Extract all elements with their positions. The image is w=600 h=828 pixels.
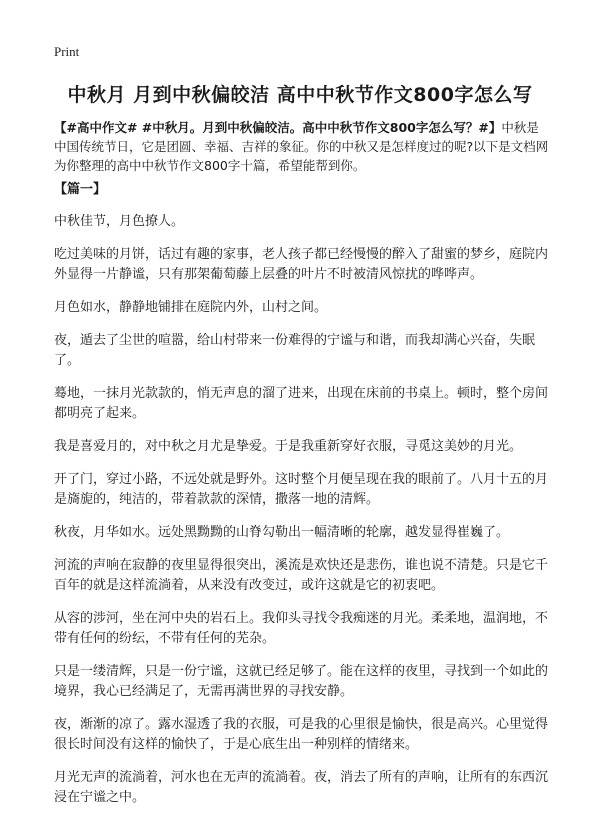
intro-text: 中秋是中国传统节日，它是团圆、幸福、吉祥的象征。你的中秋又是怎样度过的呢?以下是文档网为你整理的高中中秋节作文800字十篇，希望能帮到你。 <box>54 120 549 173</box>
paragraph: 河流的声响在寂静的夜里显得很突出，溪流是欢快还是悲伤，谁也说不清楚。只是它千百年的就是这样流淌着，从来没有改变过，或许这就是它的初衷吧。 <box>54 558 549 593</box>
paragraph: 月色如水，静静地铺排在庭院内外，山村之间。 <box>54 300 328 315</box>
paragraph: 月光无声的流淌着，河水也在无声的流淌着。夜，消去了所有的声响，让所有的东西沉浸在宁谧之中。 <box>54 770 549 805</box>
print-link[interactable]: Print <box>54 44 80 59</box>
paragraph: 只是一缕清辉，只是一份宁谧，这就已经足够了。能在这样的夜里，寻找到一个如此的境界，我心已经满足了，无需再满世界的寻找安静。 <box>54 664 549 699</box>
paragraph: 开了门，穿过小路，不远处就是野外。这时整个月便呈现在我的眼前了。八月十五的月是旖旎的，纯洁的，带着款款的深情，撒落一地的清辉。 <box>54 472 549 507</box>
paragraph: 中秋佳节，月色撩人。 <box>54 214 185 229</box>
paragraph: 从容的涉河，坐在河中央的岩石上。我仰头寻找令我痴迷的月光。柔柔地，温润地，不带有任何的纷纭，不带有任何的芜杂。 <box>54 611 549 646</box>
section-heading: 【篇一】 <box>54 182 107 197</box>
intro-tag: 【#高中作文# #中秋月。月到中秋偏皎洁。高中中秋节作文800字怎么写？#】 <box>54 120 502 135</box>
paragraph: 我是喜爱月的，对中秋之月尤是挚爱。于是我重新穿好衣服，寻觅这美妙的月光。 <box>54 439 523 454</box>
paragraph: 秋夜，月华如水。远处黑黝黝的山脊勾勒出一幅清晰的轮廓，越发显得崔巍了。 <box>54 525 510 540</box>
paragraph: 蓦地，一抹月光款款的，悄无声息的溜了进来，出现在床前的书桌上。顿时，整个房间都明亮了起来。 <box>54 386 549 421</box>
paragraph: 夜，遁去了尘世的喧嚣，给山村带来一份难得的宁谧与和谐，而我却满心兴奋，失眠了。 <box>54 333 536 368</box>
article-body <box>54 212 549 821</box>
document-title: 中秋月 月到中秋偏皎洁 高中中秋节作文800字怎么写 <box>67 84 533 106</box>
paragraph: 夜，渐渐的凉了。露水湿透了我的衣服，可是我的心里很是愉快，很是高兴。心里觉得很长时间没有这样的愉快了，于是心底生出一种别样的情绪来。 <box>54 717 549 752</box>
paragraph: 吃过美味的月饼，话过有趣的家事，老人孩子都已经慢慢的醉入了甜蜜的梦乡，庭院内外显得一片静谧，只有那架葡萄藤上层叠的叶片不时被清风惊扰的哗哗声。 <box>54 247 549 282</box>
intro-paragraph <box>54 118 549 175</box>
